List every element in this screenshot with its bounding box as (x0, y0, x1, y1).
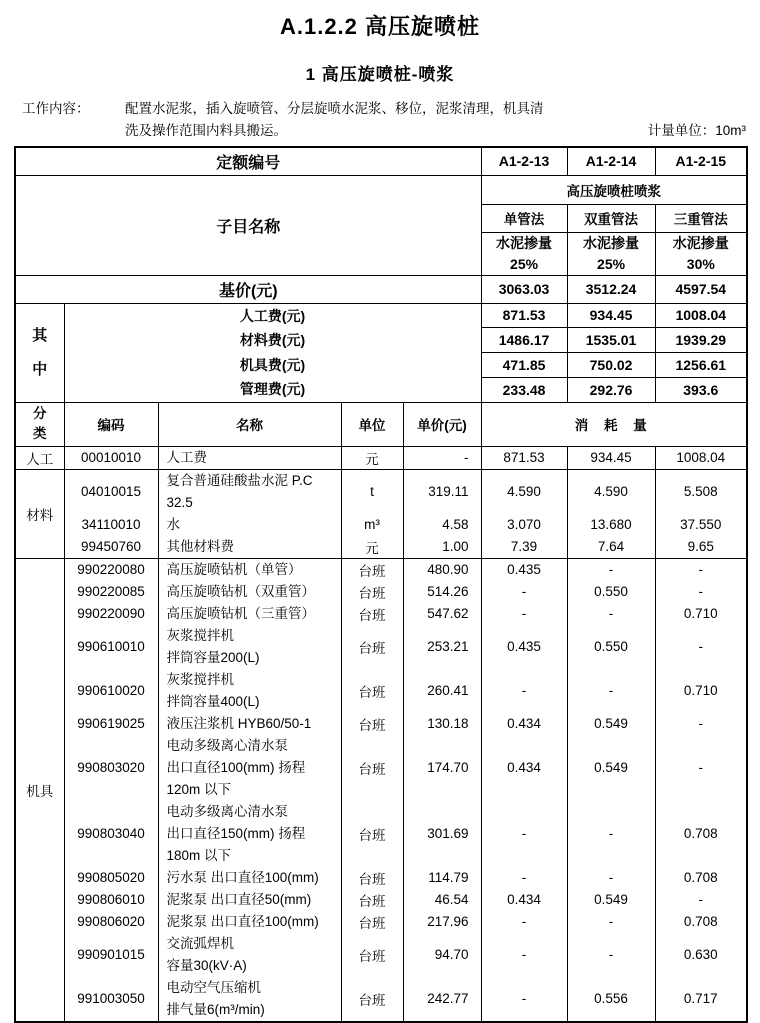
consumption-value: 934.45 (590, 450, 632, 465)
item-unit: 台班 (358, 871, 386, 887)
item-code: 99450760 (80, 539, 142, 554)
item-unit: 台班 (358, 640, 386, 656)
item-name-line: 污水泵 出口直径100(mm) (166, 869, 319, 885)
item-code: 990806010 (77, 892, 145, 907)
consumption-value: - (521, 991, 527, 1006)
consumption-value-column (655, 469, 747, 558)
item-code-column (64, 446, 158, 469)
col-header-category: 分 类 (15, 402, 64, 446)
item-name-line: 灰浆搅拌机 (166, 671, 234, 687)
item-unit-price: - (464, 450, 469, 465)
item-code: 990803020 (77, 760, 145, 775)
item-unit-column (341, 469, 403, 558)
item-name-column (158, 446, 341, 469)
method-label: 单管法 (481, 204, 567, 232)
method-label: 双重管法 (567, 204, 655, 232)
consumption-value: 37.550 (680, 517, 722, 532)
item-name (159, 470, 341, 514)
item-unit-price: 217.96 (427, 914, 469, 929)
consumption-value: 4.590 (507, 484, 541, 499)
cement-ratio: 水泥掺量 25% (481, 232, 567, 275)
consumption-value: 0.434 (507, 716, 541, 731)
cement-ratio: 水泥掺量 30% (655, 232, 747, 275)
consumption-value-column (481, 469, 567, 558)
item-name-line: 高压旋喷钻机（双重管） (166, 583, 315, 599)
item-code: 991003050 (77, 991, 145, 1006)
fee-value: 292.76 (567, 377, 655, 402)
base-price-value: 4597.54 (655, 275, 747, 303)
item-unit-price: 114.79 (428, 870, 469, 885)
item-name (159, 801, 341, 867)
item-name (159, 514, 341, 536)
consumption-value: - (698, 760, 704, 775)
method-label: 三重管法 (655, 204, 747, 232)
consumption-value: - (608, 606, 614, 621)
item-name-line: 电动空气压缩机 (166, 979, 261, 995)
item-name-line: 32.5 (166, 494, 193, 510)
detail-block-row (15, 558, 747, 1022)
fee-label: 材料费(元) (239, 332, 306, 348)
item-unit: 台班 (358, 893, 386, 909)
fee-value: 233.48 (481, 377, 567, 402)
item-name (159, 889, 341, 911)
item-unit: 元 (365, 451, 379, 467)
item-name (159, 447, 341, 469)
item-unit: 台班 (358, 992, 386, 1008)
consumption-value: - (521, 683, 527, 698)
item-code: 990803040 (77, 826, 145, 841)
consumption-value: - (698, 716, 704, 731)
item-unit-column (341, 558, 403, 1022)
item-unit: 台班 (358, 585, 386, 601)
item-unit: m³ (364, 517, 380, 532)
base-price-value: 3512.24 (567, 275, 655, 303)
category-label: 人工 (15, 446, 64, 469)
consumption-value: 0.434 (507, 760, 541, 775)
item-name (159, 625, 341, 669)
fee-value: 393.6 (655, 377, 747, 402)
item-name-label: 子目名称 (15, 175, 481, 275)
item-unit-price: 547.62 (427, 606, 469, 621)
fee-name-list (64, 303, 481, 402)
item-name-line: 出口直径100(mm) 扬程 (166, 759, 306, 775)
detail-block-row (15, 469, 747, 558)
item-code: 34110010 (81, 517, 141, 532)
consumption-value: - (521, 606, 527, 621)
quota-code: A1-2-13 (481, 147, 567, 175)
quota-number-label: 定额编号 (15, 147, 481, 175)
fee-value: 471.85 (481, 353, 567, 378)
item-name (159, 713, 341, 735)
item-unit-price: 514.26 (427, 584, 469, 599)
item-unit: t (370, 484, 374, 499)
item-unit: 台班 (358, 717, 386, 733)
item-unit-price-column (403, 446, 481, 469)
item-name (159, 559, 341, 581)
item-name-line: 电动多级离心清水泵 (166, 737, 288, 753)
consumption-value: 0.549 (594, 760, 628, 775)
item-name-column (158, 558, 341, 1022)
consumption-value-column (567, 469, 655, 558)
item-unit-price: 319.11 (428, 484, 469, 499)
item-code-column (64, 469, 158, 558)
consumption-value: 0.717 (683, 991, 718, 1006)
item-code: 04010015 (80, 484, 142, 499)
consumption-value-column (567, 558, 655, 1022)
item-name (159, 581, 341, 603)
item-unit-price: 46.54 (434, 892, 469, 907)
item-unit-price-column (403, 469, 481, 558)
item-name-line: 复合普通硅酸盐水泥 P.C (166, 472, 313, 488)
base-price-label: 基价(元) (15, 275, 481, 303)
work-content-line2: 洗及操作范围内料具搬运。 (125, 123, 287, 138)
consumption-value: - (521, 947, 527, 962)
consumption-value: - (608, 826, 614, 841)
consumption-value: 0.710 (683, 606, 718, 621)
consumption-value: 0.434 (507, 892, 541, 907)
item-name-line: 高压旋喷钻机（单管） (166, 561, 302, 577)
measure-unit-label: 计量单位：10m³ (647, 123, 746, 138)
consumption-value: - (521, 584, 527, 599)
col-header-price: 单价(元) (403, 402, 481, 446)
item-name-line: 容量30(kV·A) (166, 957, 247, 973)
consumption-value: 0.708 (683, 870, 718, 885)
consumption-value: 3.070 (507, 517, 541, 532)
fee-value: 1535.01 (567, 328, 655, 353)
consumption-value: 0.549 (594, 892, 628, 907)
item-name-line: 液压注浆机 HYB60/50-1 (166, 715, 312, 731)
item-name (159, 536, 341, 558)
consumption-value: 0.708 (683, 826, 718, 841)
section-title: 1 高压旋喷桩-喷浆 (305, 65, 455, 84)
fee-label: 管理费(元) (239, 381, 306, 397)
col-header-consumption: 消 耗 量 (481, 402, 747, 446)
item-name-line: 高压旋喷钻机（三重管） (166, 605, 315, 621)
consumption-value: 0.435 (507, 639, 541, 654)
item-unit-price: 4.58 (442, 517, 469, 532)
item-name (159, 911, 341, 933)
work-content (22, 98, 746, 142)
item-name (159, 977, 341, 1021)
item-name-line: 水 (166, 516, 180, 532)
item-name-line: 灰浆搅拌机 (166, 627, 234, 643)
item-unit-price: 301.69 (427, 826, 469, 841)
quota-table (14, 146, 748, 1023)
consumption-value: - (698, 562, 704, 577)
fee-value: 1008.04 (655, 303, 747, 328)
col-header-unit: 单位 (341, 402, 403, 446)
among-label: 其 中 (15, 303, 64, 402)
item-name-line: 排气量6(m³/min) (166, 1001, 265, 1017)
consumption-value: 871.53 (503, 450, 545, 465)
consumption-value-column (567, 446, 655, 469)
item-code: 990220085 (77, 584, 145, 599)
consumption-value: - (608, 683, 614, 698)
consumption-value: 0.710 (683, 683, 718, 698)
item-unit: 元 (365, 540, 379, 556)
group-title: 高压旋喷桩喷浆 (481, 175, 747, 204)
fee-value: 750.02 (567, 353, 655, 378)
fee-value: 934.45 (567, 303, 655, 328)
item-code: 990806020 (77, 914, 145, 929)
consumption-value: 0.550 (594, 639, 628, 654)
consumption-value-column (655, 446, 747, 469)
consumption-value: - (521, 914, 527, 929)
item-name-line: 120m 以下 (166, 781, 232, 797)
col-header-code: 编码 (64, 402, 158, 446)
item-code: 990619025 (77, 716, 145, 731)
consumption-value-column (481, 558, 567, 1022)
col-header-name: 名称 (158, 402, 341, 446)
item-unit-price: 253.21 (427, 639, 469, 654)
item-name (159, 735, 341, 801)
cement-ratio: 水泥掺量 25% (567, 232, 655, 275)
item-unit: 台班 (358, 607, 386, 623)
consumption-value: 0.708 (683, 914, 718, 929)
fee-value: 1939.29 (655, 328, 747, 353)
item-unit: 台班 (358, 827, 386, 843)
item-name-line: 180m 以下 (166, 847, 232, 863)
item-code: 990805020 (77, 870, 145, 885)
fee-value: 871.53 (481, 303, 567, 328)
item-unit: 台班 (358, 684, 386, 700)
consumption-value: 4.590 (594, 484, 628, 499)
item-name-column (158, 469, 341, 558)
consumption-value: 13.680 (590, 517, 632, 532)
consumption-value: 1008.04 (676, 450, 726, 465)
consumption-value: - (521, 826, 527, 841)
consumption-value-column (481, 446, 567, 469)
consumption-value: - (608, 870, 614, 885)
consumption-value: - (698, 584, 704, 599)
consumption-value: 9.65 (687, 539, 714, 554)
item-name (159, 867, 341, 889)
item-unit-price: 260.41 (427, 683, 469, 698)
consumption-value: - (608, 914, 614, 929)
work-content-line1: 配置水泥浆，插入旋喷管、分层旋喷水泥浆、移位，泥浆清理，机具清 (125, 101, 544, 116)
quota-code: A1-2-15 (655, 147, 747, 175)
quota-code: A1-2-14 (567, 147, 655, 175)
category-label: 机具 (15, 558, 64, 1022)
consumption-value: 0.630 (683, 947, 718, 962)
item-name-line: 拌筒容量200(L) (166, 649, 260, 665)
item-name-line: 其他材料费 (166, 538, 234, 554)
item-code: 990610010 (77, 639, 145, 654)
item-unit-price: 94.70 (434, 947, 469, 962)
item-name-line: 交流弧焊机 (166, 935, 234, 951)
item-unit: 台班 (358, 915, 386, 931)
item-unit-column (341, 446, 403, 469)
consumption-value: - (608, 947, 614, 962)
work-content-label: 工作内容： (22, 101, 90, 116)
item-unit-price: 242.77 (427, 991, 469, 1006)
item-name (159, 669, 341, 713)
fee-label: 人工费(元) (239, 307, 306, 324)
item-unit: 台班 (358, 948, 386, 964)
base-price-value: 3063.03 (481, 275, 567, 303)
item-unit: 台班 (358, 761, 386, 777)
item-unit-price-column (403, 558, 481, 1022)
fee-value: 1486.17 (481, 328, 567, 353)
item-code-column (64, 558, 158, 1022)
consumption-value: 7.64 (597, 539, 625, 554)
item-name-line: 人工费 (166, 449, 207, 465)
item-name-line: 电动多级离心清水泵 (166, 803, 288, 819)
item-unit: 台班 (358, 563, 386, 579)
item-code: 990901015 (77, 947, 145, 962)
item-code: 990220090 (77, 606, 145, 621)
fee-value: 1256.61 (655, 353, 747, 378)
consumption-value: - (608, 562, 614, 577)
item-name-line: 出口直径150(mm) 扬程 (166, 825, 306, 841)
consumption-value: - (698, 892, 704, 907)
detail-block-row (15, 446, 747, 469)
consumption-value: 0.556 (594, 991, 628, 1006)
item-unit-price: 174.70 (427, 760, 469, 775)
item-code: 00010010 (80, 450, 142, 465)
fee-label: 机具费(元) (239, 356, 306, 373)
consumption-value: 7.39 (510, 539, 538, 554)
item-unit-price: 1.00 (442, 539, 469, 554)
item-name-line: 泥浆泵 出口直径100(mm) (166, 913, 319, 929)
page-title: A.1.2.2 高压旋喷桩 (279, 14, 481, 39)
item-name (159, 933, 341, 977)
consumption-value: - (521, 870, 527, 885)
consumption-value: 0.550 (594, 584, 628, 599)
category-label: 材料 (15, 469, 64, 558)
consumption-value: 5.508 (683, 484, 718, 499)
item-code: 990220080 (77, 562, 145, 577)
item-code: 990610020 (77, 683, 145, 698)
consumption-value-column (655, 558, 747, 1022)
consumption-value: 0.549 (594, 716, 628, 731)
item-name-line: 泥浆泵 出口直径50(mm) (166, 891, 312, 907)
item-name (159, 603, 341, 625)
consumption-value: 0.435 (507, 562, 541, 577)
consumption-value: - (698, 639, 704, 654)
item-name-line: 拌筒容量400(L) (166, 693, 260, 709)
item-unit-price: 130.18 (427, 716, 469, 731)
item-unit-price: 480.90 (427, 562, 469, 577)
